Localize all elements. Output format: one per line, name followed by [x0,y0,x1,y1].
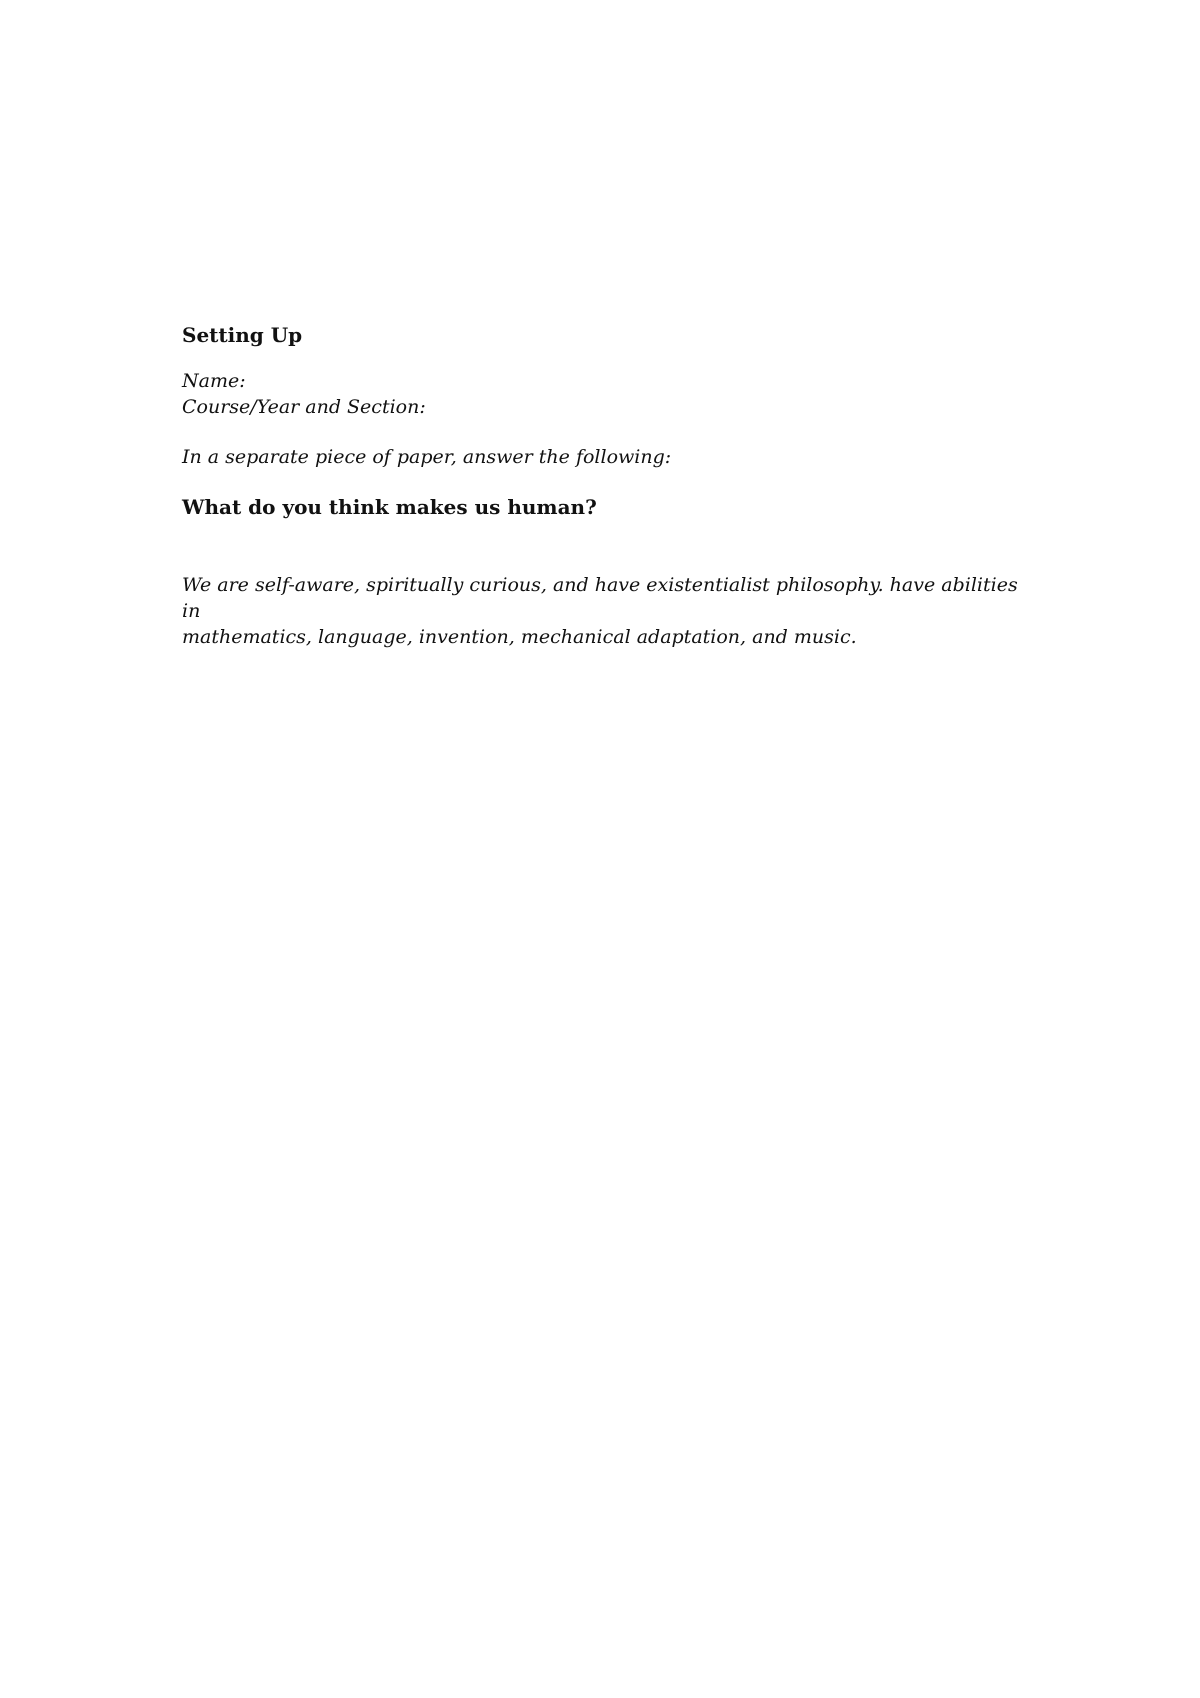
answer-paragraph [182,572,1042,650]
course-label: Course/Year and Section: [182,396,426,418]
answer-line-1: We are self-aware, spiritually curious, and have existentialist philosophy. have abilities in [182,574,1018,622]
question-heading: What do you think makes us human? [182,495,597,519]
document-body [182,320,1042,650]
answer-line-2: mathematics, language, invention, mechanical adaptation, and music. [182,626,857,648]
section-title: Setting Up [182,323,303,347]
name-label: Name: [182,370,246,392]
student-fields [182,368,1042,420]
instruction-text: In a separate piece of paper, answer the following: [182,446,672,468]
